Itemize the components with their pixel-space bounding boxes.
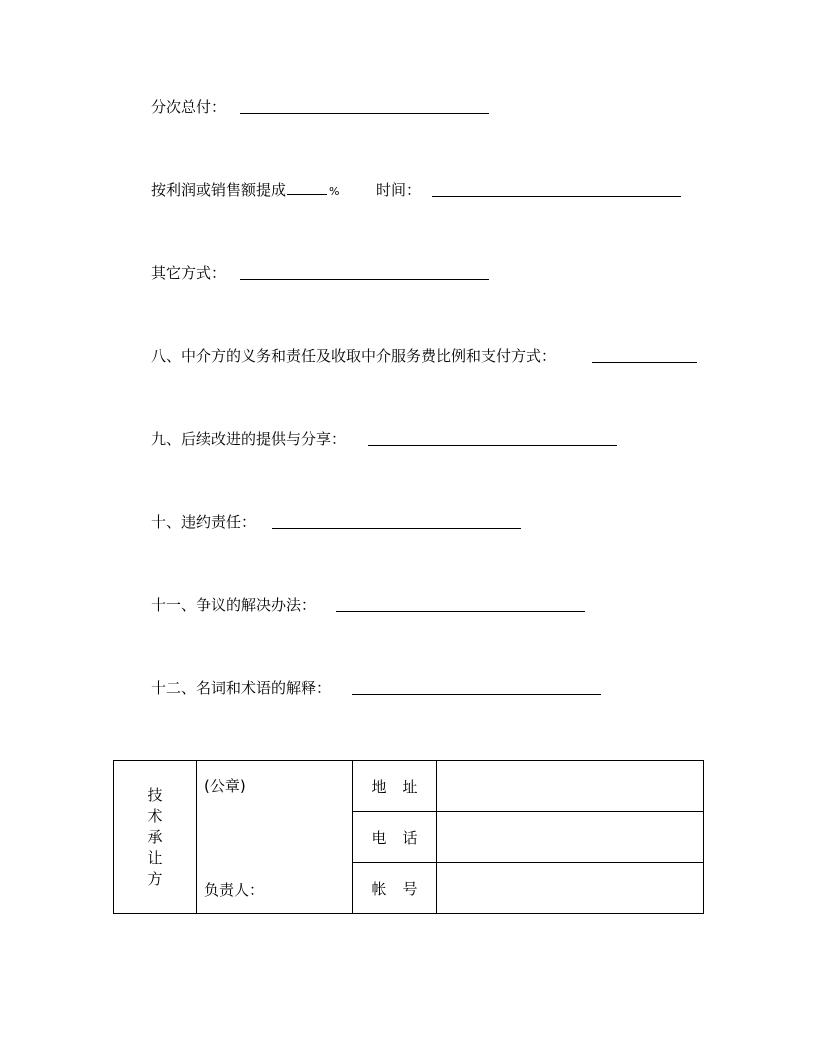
address-label: 地址 (353, 761, 437, 812)
account-label: 帐号 (353, 863, 437, 914)
royalty-percent-blank[interactable] (287, 180, 327, 195)
royalty-line (151, 178, 339, 202)
other-methods-blank[interactable] (240, 279, 489, 280)
clause-11-line (151, 593, 316, 617)
clause-9-label: 九、后续改进的提供与分享： (151, 430, 347, 448)
phone-value[interactable] (437, 812, 704, 863)
clause-10-label: 十、违约责任： (151, 513, 257, 531)
installment-label: 分次总付： (151, 98, 227, 116)
installment-blank[interactable] (240, 113, 489, 114)
address-value[interactable] (437, 761, 704, 812)
royalty-percent-sign: % (329, 185, 340, 198)
clause-11-blank[interactable] (336, 611, 585, 612)
clause-8-line (151, 344, 556, 368)
clause-8-blank[interactable] (592, 362, 697, 363)
installment-line (151, 95, 226, 119)
royalty-label: 按利润或销售额提成 (151, 181, 287, 199)
responsible-label: 负责人： (204, 881, 265, 899)
clause-10-line (151, 510, 256, 534)
clause-8-label: 八、中介方的义务和责任及收取中介服务费比例和支付方式： (151, 347, 557, 365)
account-value[interactable] (437, 863, 704, 914)
clause-12-line (151, 676, 331, 700)
clause-12-blank[interactable] (352, 694, 601, 695)
time-label: 时间： (376, 181, 422, 199)
other-methods-label: 其它方式： (151, 264, 227, 282)
party-label: 技术承让方 (147, 785, 163, 888)
phone-label: 电话 (353, 812, 437, 863)
party-cell (114, 761, 197, 914)
seal-label: (公章) (204, 777, 246, 795)
signature-table (113, 760, 704, 914)
clause-12-label: 十二、名词和术语的解释： (151, 679, 332, 697)
clause-11-label: 十一、争议的解决办法： (151, 596, 317, 614)
clause-10-blank[interactable] (272, 528, 521, 529)
time-blank[interactable] (432, 196, 681, 197)
clause-9-line (151, 427, 346, 451)
seal-cell[interactable] (197, 761, 353, 914)
other-methods-line (151, 261, 226, 285)
clause-9-blank[interactable] (368, 445, 617, 446)
